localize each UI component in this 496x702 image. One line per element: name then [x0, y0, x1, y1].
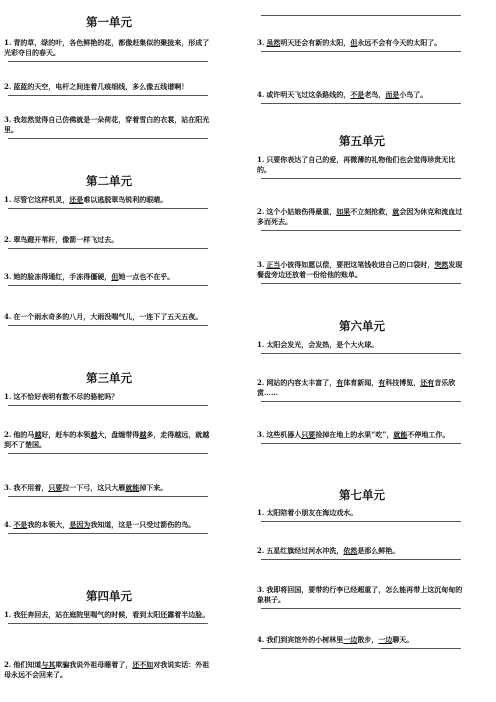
- answer-line[interactable]: [8, 138, 208, 139]
- sentence-text: 体育新闻，: [343, 378, 379, 387]
- sentence: [257, 635, 467, 645]
- answer-line[interactable]: [261, 283, 461, 284]
- sentence: [257, 90, 467, 100]
- sentence: [4, 82, 214, 92]
- item-number: 2.: [4, 660, 12, 669]
- answer-line[interactable]: [8, 95, 208, 96]
- unit-4-section: [4, 588, 214, 604]
- unit-2-item-3: [4, 272, 214, 286]
- sentence-text: 我不用着，: [13, 483, 49, 492]
- answer-line[interactable]: [8, 285, 208, 286]
- keyword: 而是: [385, 90, 400, 99]
- sentence-text: 这个小姑娘伤得最重，: [266, 207, 337, 216]
- answer-line[interactable]: [8, 533, 208, 534]
- keyword: 虽然: [266, 38, 281, 47]
- sentence-text: 发现餐盘旁边还放着一份给他的账单。: [257, 260, 463, 279]
- sentence: [257, 207, 467, 227]
- item-number: 4.: [257, 90, 265, 99]
- answer-line[interactable]: [261, 353, 461, 354]
- sentence: [4, 312, 214, 322]
- sentence-text: 这不恰好表明有数不尽的骆驼吗？: [13, 392, 119, 401]
- sentence-text: 欺骗我说外祖母睡着了，: [55, 660, 133, 669]
- unit-7-item-3: [257, 585, 467, 609]
- keyword: 正当: [266, 260, 281, 269]
- sentence-text: 尽管它这样机灵，: [13, 195, 70, 204]
- sentence-text: 我们到宾馆外的小树林里: [266, 635, 344, 644]
- item-number: 3.: [4, 483, 12, 492]
- unit-2-item-1: [4, 195, 214, 209]
- unit-6-section: [257, 318, 467, 334]
- sentence: [4, 272, 214, 282]
- answer-line[interactable]: [261, 15, 461, 16]
- sentence-text: 我知道，这是一只受过箭伤的鸟。: [90, 520, 196, 529]
- item-number: 4.: [257, 635, 265, 644]
- sentence-text: 太阳会发光，会发热，是个大火球。: [266, 340, 379, 349]
- unit-7-item-4: [257, 635, 467, 649]
- sentence: [4, 115, 214, 135]
- unit-7-item-1: [257, 508, 467, 522]
- sentence-text: 难以逃脱翠鸟锐利的眼睛。: [83, 195, 168, 204]
- keyword: 突然: [434, 260, 449, 269]
- sentence: [4, 38, 214, 58]
- sentence-text: 只要你表达了自己的爱，再微薄的礼物他们也会觉得珍贵无比的。: [257, 155, 456, 174]
- unit-2-item-2: [4, 235, 214, 249]
- keyword: 但: [111, 272, 119, 281]
- keyword: 就: [392, 207, 400, 216]
- keyword: 越: [34, 430, 42, 439]
- unit-6-title: 第六单元: [339, 319, 385, 333]
- keyword: 越: [90, 430, 98, 439]
- unit-7-section: [257, 487, 467, 503]
- answer-line[interactable]: [8, 453, 208, 454]
- answer-line[interactable]: [261, 559, 461, 560]
- unit-7-title: 第七单元: [339, 488, 385, 502]
- sentence-text: 拉一下弓，这只大雁: [62, 483, 126, 492]
- sentence: [257, 260, 467, 280]
- unit-6-item-2: [257, 378, 467, 402]
- answer-line[interactable]: [261, 178, 461, 179]
- sentence-text: 他的马: [13, 430, 35, 439]
- unit-6-item-3: [257, 430, 467, 444]
- keyword: 还有: [420, 378, 435, 387]
- answer-line[interactable]: [8, 623, 208, 624]
- keyword: 有: [336, 378, 344, 387]
- sentence: [257, 585, 467, 605]
- answer-line[interactable]: [8, 496, 208, 497]
- unit-4-item-4: [257, 90, 467, 104]
- unit-3-item-4: [4, 520, 214, 534]
- answer-line[interactable]: [8, 208, 208, 209]
- unit-3-item-2: [4, 430, 214, 454]
- sentence-text: 是那么鲜艳。: [357, 546, 400, 555]
- sentence-text: 不立刻抢救，: [350, 207, 393, 216]
- unit-1-title: 第一单元: [86, 15, 132, 29]
- keyword: 一边: [378, 635, 393, 644]
- item-number: 1.: [4, 610, 12, 619]
- item-number: 1.: [4, 38, 12, 47]
- unit-5-item-3: [257, 260, 467, 284]
- sentence: [4, 520, 214, 530]
- sentence-text: 大，盘缠带得: [97, 430, 140, 439]
- unit-7-item-2: [257, 546, 467, 560]
- keyword: 有: [378, 378, 386, 387]
- sentence-text: 科技博览，: [385, 378, 421, 387]
- sentence-text: 她的脸冻得通红，手冻得僵硬，: [13, 272, 112, 281]
- item-number: 3.: [4, 115, 12, 124]
- unit-5-section: [257, 133, 467, 149]
- sentence-text: 她一点也不在乎。: [118, 272, 175, 281]
- unit-3-item-1: [4, 392, 214, 406]
- unit-2-section: [4, 173, 214, 189]
- keyword: 是因为: [69, 520, 91, 529]
- unit-4-title: 第四单元: [86, 589, 132, 603]
- sentence-text: 永远不会有今天的太阳了。: [357, 38, 442, 47]
- sentence-text: 明天还会有新的太阳，: [280, 38, 351, 47]
- answer-line[interactable]: [261, 521, 461, 522]
- sentence: [4, 430, 214, 450]
- sentence-text: 不停地工作。: [407, 430, 450, 439]
- sentence: [4, 610, 214, 620]
- sentence: [257, 340, 467, 350]
- item-number: 1.: [257, 155, 265, 164]
- item-number: 3.: [4, 272, 12, 281]
- sentence-text: 好，赶车的本领: [41, 430, 91, 439]
- sentence-text: 老鸟，: [364, 90, 386, 99]
- sentence: [257, 430, 467, 440]
- answer-line[interactable]: [261, 608, 461, 609]
- keyword: 还是: [69, 195, 84, 204]
- sentence-text: 我忽然觉得自己仿佛就是一朵荷花，穿着雪白的衣裳，站在阳光里。: [4, 115, 210, 134]
- item-number: 3.: [257, 430, 265, 439]
- unit-5-item-2: [257, 207, 467, 231]
- unit-1-section: [4, 14, 214, 30]
- item-number: 4.: [4, 312, 12, 321]
- sentence: [257, 508, 467, 518]
- answer-line[interactable]: [261, 51, 461, 52]
- unit-4-item-2: [4, 660, 214, 680]
- sentence: [4, 392, 214, 402]
- unit-3-title: 第三单元: [86, 371, 132, 385]
- unit-5-title: 第五单元: [339, 134, 385, 148]
- sentence-text: 或许明天飞过这条路线的，: [266, 90, 351, 99]
- keyword: 如果: [336, 207, 351, 216]
- answer-line[interactable]: [8, 405, 208, 406]
- sentence-text: 太阳陪着小朋友在海边戏水。: [266, 508, 358, 517]
- sentence: [257, 546, 467, 556]
- sentence: [4, 483, 214, 493]
- unit-1-item-1: [4, 38, 214, 62]
- sentence-text: 音乐欣赏……: [257, 378, 456, 397]
- sentence-text: 聊天。: [392, 635, 414, 644]
- unit-4-item-1: [4, 610, 214, 624]
- item-number: 1.: [4, 195, 12, 204]
- keyword: 只要: [301, 430, 316, 439]
- unit-3-item-3: [4, 483, 214, 497]
- sentence: [4, 195, 214, 205]
- sentence: [257, 378, 467, 398]
- keyword: 依然: [343, 546, 358, 555]
- keyword: 不是: [13, 520, 28, 529]
- unit-1-item-3: [4, 115, 214, 139]
- sentence: [257, 155, 467, 175]
- answer-line[interactable]: [261, 443, 461, 444]
- sentence-text: 捡掉在地上的水果“吃”，: [315, 430, 394, 439]
- sentence-text: 我即将回国，要带的行李已经超重了，怎么能再带上这沉甸甸的象棋子。: [257, 585, 463, 604]
- unit-3-section: [4, 370, 214, 386]
- keyword: 但: [350, 38, 358, 47]
- unit-4-item-3: [257, 38, 467, 52]
- sentence: [257, 38, 467, 48]
- item-number: 1.: [4, 392, 12, 401]
- item-number: 2.: [4, 235, 12, 244]
- unit-2-item-4: [4, 312, 214, 326]
- item-number: 2.: [257, 207, 265, 216]
- keyword: 不是: [350, 90, 365, 99]
- unit-2-title: 第二单元: [86, 174, 132, 188]
- sentence-text: 他们知道: [13, 660, 42, 669]
- sentence-text: 五星红旗经过河水冲洗，: [266, 546, 344, 555]
- item-number: 2.: [4, 430, 12, 439]
- sentence-text: 我狂奔回去，站在庭院里喘气的时候，看到太阳还露着半边脸。: [13, 610, 210, 619]
- keyword: 一边: [343, 635, 358, 644]
- item-number: 2.: [4, 82, 12, 91]
- sentence-text: 这些机器人: [266, 430, 302, 439]
- answer-line[interactable]: [261, 401, 461, 402]
- sentence-text: 翠鸟蹬开苇秆，像箭一样飞过去。: [13, 235, 119, 244]
- answer-line[interactable]: [261, 103, 461, 104]
- sentence-text: 网站的内容太丰富了，: [266, 378, 337, 387]
- keyword: 与其: [41, 660, 56, 669]
- answer-line[interactable]: [8, 61, 208, 62]
- item-number: 3.: [257, 38, 265, 47]
- item-number: 1.: [257, 508, 265, 517]
- answer-line[interactable]: [261, 648, 461, 649]
- top-answer-line: [257, 12, 467, 16]
- answer-line[interactable]: [8, 325, 208, 326]
- sentence-text: 对我说实话：外祖母永远不会回来了。: [4, 660, 210, 679]
- sentence: [4, 660, 214, 680]
- item-number: 2.: [257, 546, 265, 555]
- keyword: 就能: [125, 483, 140, 492]
- sentence-text: 会因为休克和流血过多而死去。: [257, 207, 463, 226]
- sentence-text: 多，走得越远，就越到不了楚国。: [4, 430, 210, 449]
- item-number: 1.: [257, 340, 265, 349]
- sentence-text: 在一个雨水奇多的八月，大雨没喘气儿，一连下了五天五夜。: [13, 312, 203, 321]
- item-number: 3.: [257, 260, 265, 269]
- sentence-text: 蓝蓝的天空，电杆之间连着几痕细线，多么像五线谱啊！: [13, 82, 189, 91]
- keyword: 就能: [393, 430, 408, 439]
- sentence-text: 我的本领大，: [27, 520, 70, 529]
- item-number: 3.: [257, 585, 265, 594]
- unit-5-item-1: [257, 155, 467, 179]
- sentence-text: 小鸟了。: [399, 90, 428, 99]
- sentence-text: 青的草，绿的叶，各色鲜艳的花，都像赶集似的聚拢来，形成了光彩夺目的春天。: [4, 38, 210, 57]
- sentence-text: 小彼得如愿以偿，要把这笔钱收进自己的口袋时，: [280, 260, 435, 269]
- sentence-text: 散步，: [357, 635, 379, 644]
- unit-6-item-1: [257, 340, 467, 354]
- answer-line[interactable]: [8, 248, 208, 249]
- item-number: 4.: [4, 520, 12, 529]
- keyword: 越: [139, 430, 147, 439]
- item-number: 2.: [257, 378, 265, 387]
- keyword: 还不如: [132, 660, 154, 669]
- answer-line[interactable]: [261, 230, 461, 231]
- sentence: [4, 235, 214, 245]
- unit-1-item-2: [4, 82, 214, 96]
- sentence-text: 掉下来。: [139, 483, 168, 492]
- keyword: 只要: [48, 483, 63, 492]
